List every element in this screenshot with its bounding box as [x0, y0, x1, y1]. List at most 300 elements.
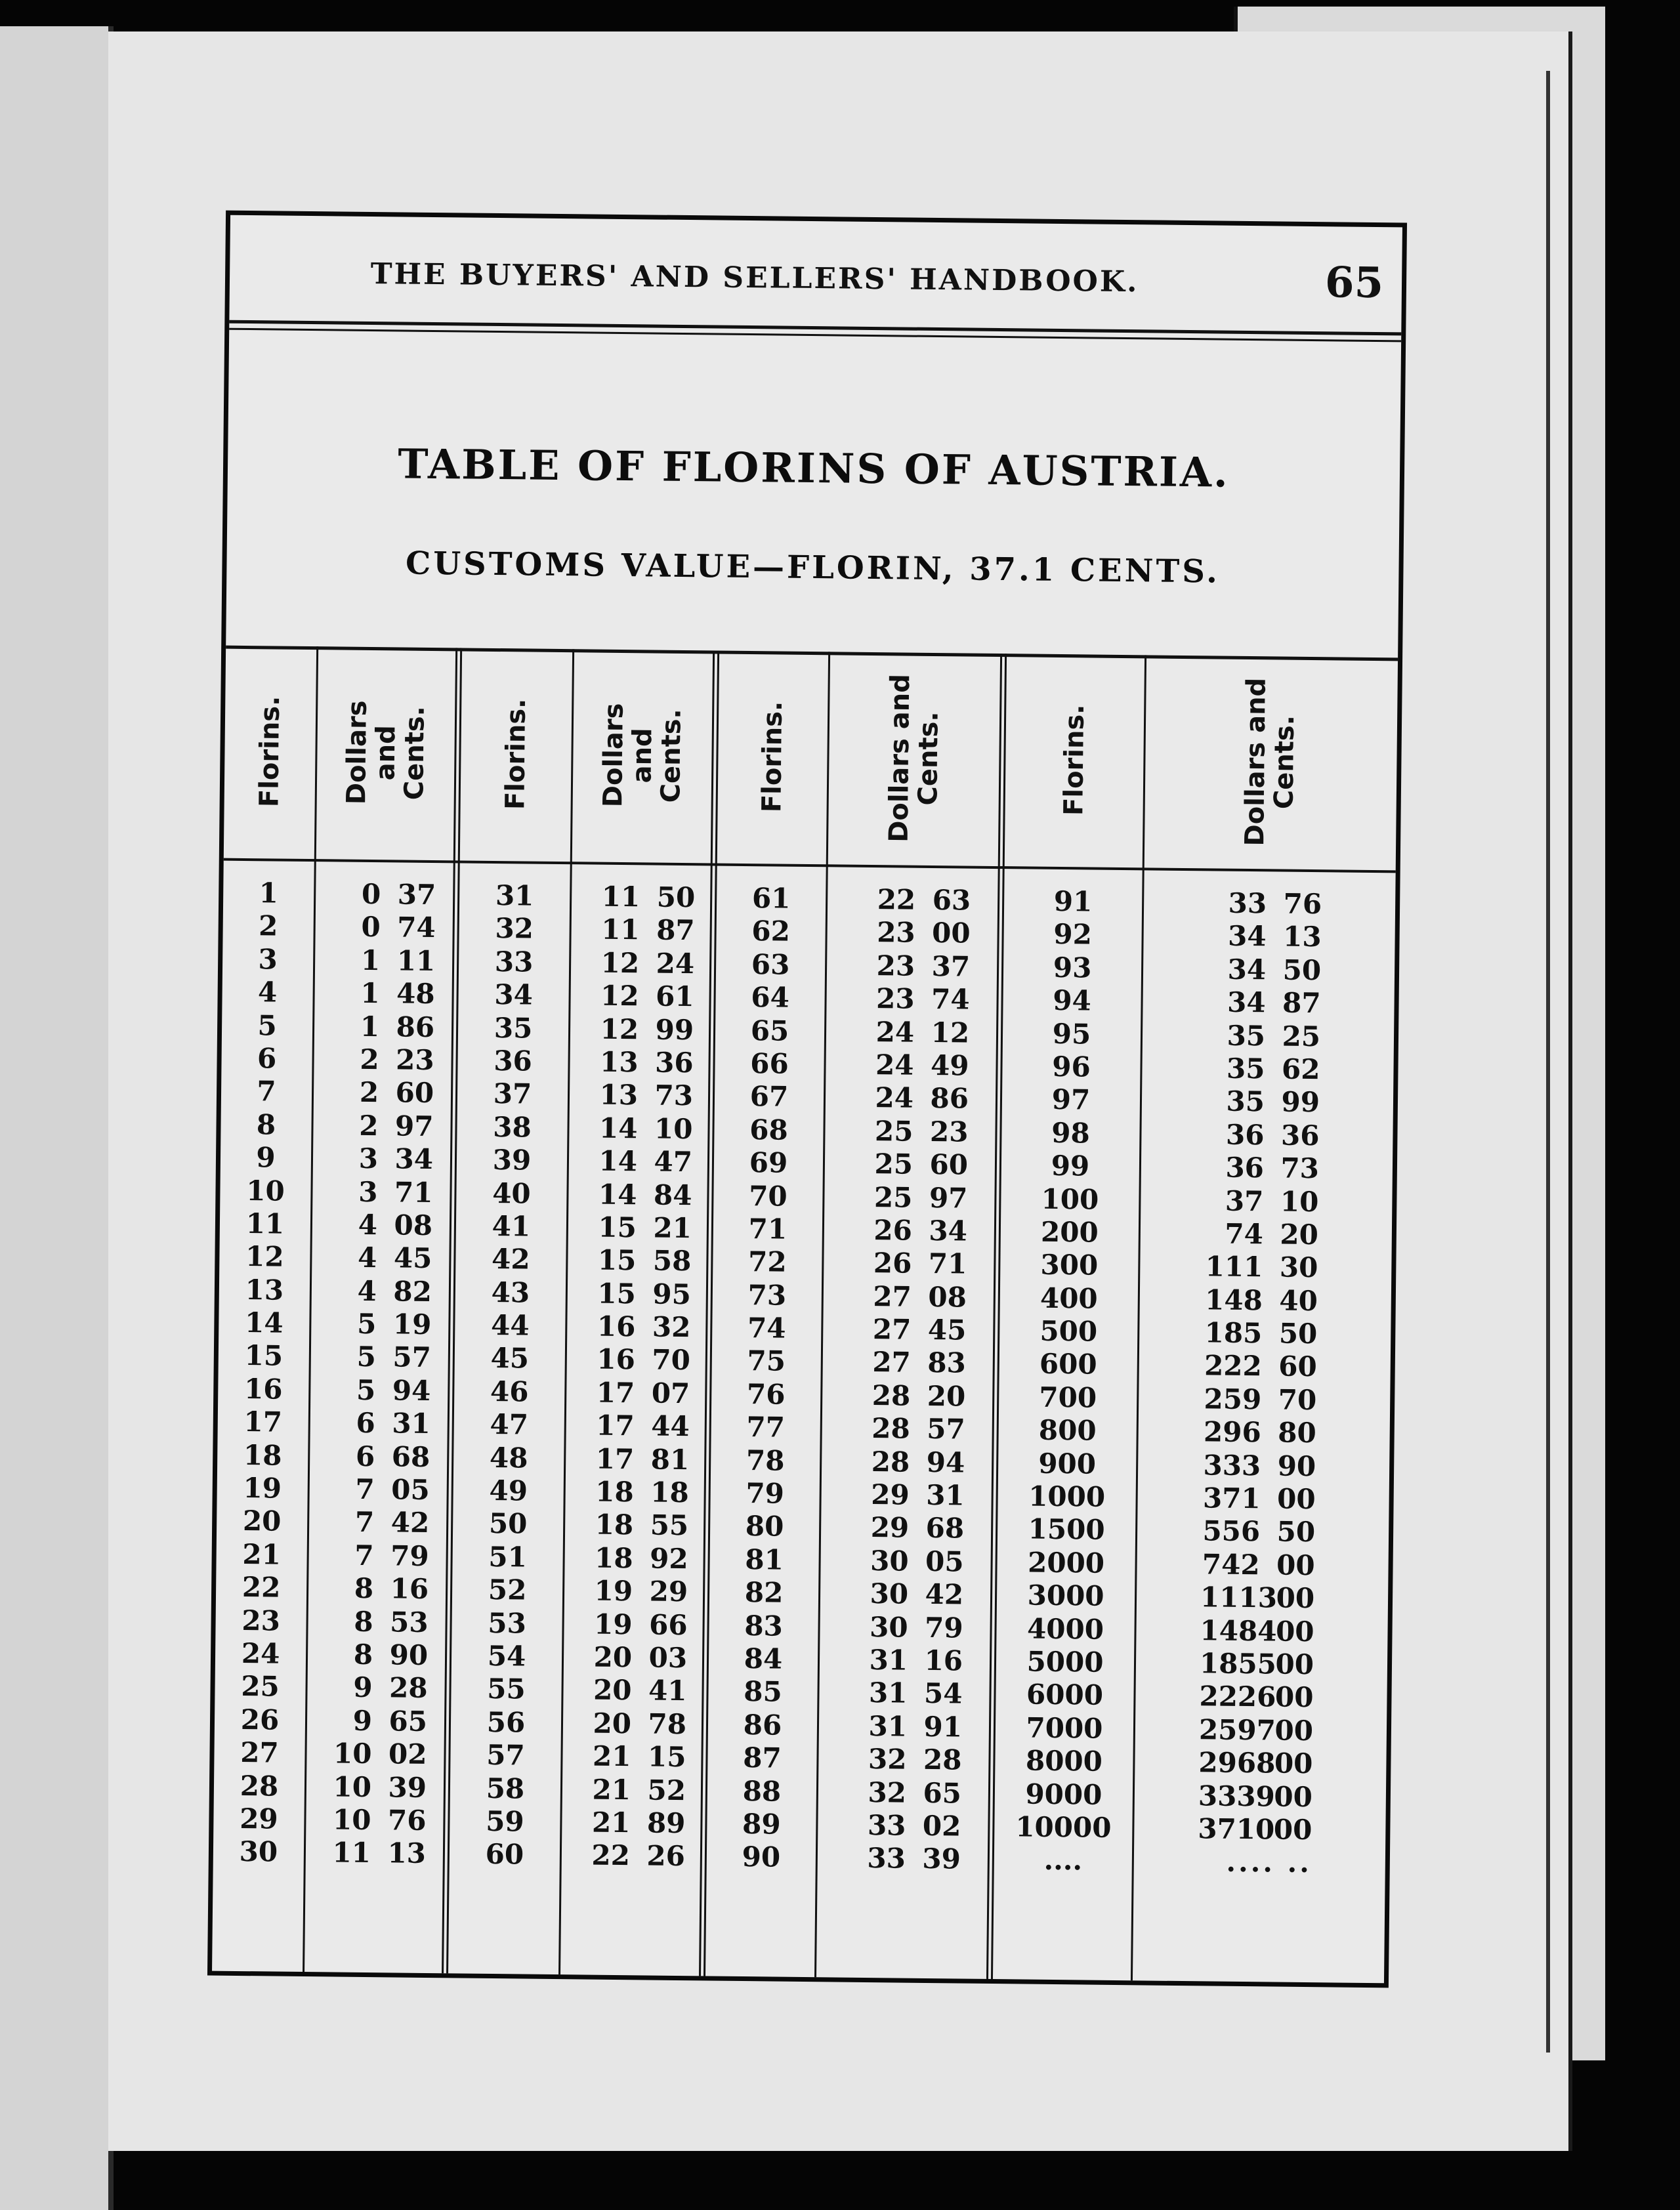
- cents-value: 54: [923, 1677, 963, 1710]
- dollars-value: 23: [876, 916, 915, 949]
- dollars-value: 11: [600, 913, 640, 946]
- cents-value: 82: [393, 1275, 432, 1308]
- florins-cell: 88: [742, 1774, 782, 1808]
- cents-value: 03: [648, 1641, 688, 1675]
- dollars-cents-cell: [573, 1608, 702, 1642]
- dollars-value: 30: [870, 1544, 909, 1577]
- dollars-cents-cell: [1199, 1680, 1328, 1715]
- florins-cell: 7: [257, 1075, 276, 1108]
- cents-value: 78: [648, 1707, 687, 1740]
- florins-cell: 68: [749, 1113, 788, 1146]
- dollars-value: 15: [598, 1211, 637, 1244]
- cents-value: 97: [929, 1181, 968, 1215]
- dollars-cents-cell: [321, 944, 450, 978]
- cents-value: 08: [928, 1280, 967, 1314]
- dollars-cents-cell: [578, 1178, 707, 1212]
- cents-value: 20: [1280, 1218, 1319, 1251]
- cents-value: 95: [652, 1278, 692, 1310]
- dollars-cents-cell: [1207, 953, 1336, 987]
- cents-value: 00: [1276, 1549, 1315, 1581]
- dollars-value: 1113: [1200, 1581, 1278, 1614]
- dollars-cents-cell: [580, 946, 709, 980]
- cents-value: 24: [656, 947, 695, 980]
- florins-cell: 56: [486, 1705, 526, 1739]
- dollars-value: 19: [593, 1608, 633, 1640]
- cents-value: 34: [394, 1142, 434, 1176]
- cents-value: 31: [925, 1478, 965, 1512]
- cents-value: 37: [931, 949, 971, 983]
- dollars-cents-cell: [1205, 1118, 1334, 1152]
- cents-value: 00: [1273, 1813, 1312, 1846]
- dollars-value: 10: [333, 1770, 372, 1803]
- florins-cell: 52: [488, 1574, 527, 1606]
- cents-value: 68: [391, 1440, 430, 1473]
- dollars-column: [312, 877, 451, 1871]
- florins-cell: 84: [744, 1642, 783, 1675]
- dollars-value: 14: [598, 1144, 638, 1178]
- dollars-cents-cell: [1198, 1780, 1328, 1814]
- cents-value: 92: [649, 1542, 688, 1575]
- dollars-cents-cell: [576, 1409, 705, 1444]
- florins-cell: 70: [748, 1179, 788, 1213]
- dollars-cents-cell: [579, 1012, 709, 1047]
- dollars-value: 3339: [1198, 1779, 1276, 1813]
- dollars-value: 7: [354, 1539, 374, 1572]
- dollars-value: 4: [357, 1241, 377, 1274]
- florins-cell: 26: [240, 1703, 280, 1736]
- florins-cell: 3: [258, 943, 278, 976]
- florins-cell: 6000: [1026, 1678, 1104, 1712]
- dollars-value: 2968: [1198, 1746, 1276, 1780]
- florins-trailer: ....: [1043, 1844, 1083, 1877]
- florins-cell: 72: [747, 1245, 787, 1278]
- florins-cell: 2000: [1027, 1546, 1105, 1579]
- dollars-cents-cell: [581, 880, 710, 914]
- dollars-value: 13: [599, 1079, 639, 1112]
- cents-value: 53: [389, 1605, 429, 1638]
- florins-cell: 600: [1039, 1348, 1097, 1381]
- dollars-cents-cell: [312, 1770, 442, 1804]
- cents-value: 57: [927, 1413, 965, 1446]
- dollars-value: 17: [596, 1409, 635, 1442]
- dollars-cents-cell: [318, 1208, 448, 1242]
- cents-value: 76: [387, 1804, 427, 1837]
- dollars-value: 26: [873, 1247, 912, 1280]
- dollars-value: 2226: [1199, 1680, 1276, 1713]
- dollars-cents-cell: [574, 1509, 704, 1543]
- dollars-value: 296: [1203, 1415, 1261, 1449]
- cents-value: 26: [646, 1839, 686, 1873]
- cents-value: 02: [388, 1738, 427, 1771]
- dollars-value: 2: [359, 1109, 379, 1142]
- florins-cell: 11: [245, 1207, 285, 1240]
- dollars-cents-cell: [852, 1313, 981, 1347]
- dollars-cents-cell: [572, 1740, 701, 1774]
- cents-value: 90: [389, 1638, 429, 1671]
- cents-value: 40: [1279, 1284, 1318, 1317]
- dollars-cents-cell: [318, 1175, 448, 1209]
- dollars-value: 11: [601, 880, 640, 913]
- dollars-cents-cell: [850, 1511, 979, 1545]
- dollars-trailer-dots: .... ..: [1226, 1846, 1312, 1879]
- dollars-value: 222: [1204, 1349, 1263, 1383]
- cents-value: 74: [931, 983, 970, 1016]
- dollars-value: 2: [360, 1043, 379, 1076]
- dollars-value: 371: [1202, 1482, 1261, 1515]
- florins-cell: 71: [748, 1212, 788, 1245]
- cents-value: 48: [396, 977, 435, 1011]
- dollars-value: 742: [1202, 1548, 1260, 1581]
- florins-cell: 1: [259, 877, 279, 909]
- cents-value: 16: [390, 1572, 429, 1606]
- dollars-value: 333: [1203, 1448, 1261, 1482]
- dollars-value: 31: [868, 1677, 908, 1710]
- cents-value: 65: [388, 1705, 428, 1738]
- dollars-cents-cell: [1204, 1251, 1333, 1285]
- cents-value: 81: [650, 1443, 690, 1476]
- cents-value: 42: [390, 1506, 430, 1539]
- florins-cell: 97: [1051, 1083, 1091, 1116]
- florins-cell: 39: [492, 1144, 532, 1177]
- dollars-value: 13: [599, 1045, 639, 1079]
- florins-cell: 700: [1039, 1381, 1097, 1414]
- dollars-value: 148: [1204, 1283, 1263, 1316]
- dollars-cents-cell: [854, 1049, 984, 1083]
- florins-cell: 12: [245, 1240, 284, 1273]
- florins-cell: 5: [257, 1009, 277, 1042]
- dollars-value: 12: [600, 1012, 639, 1045]
- dollars-cents-cell: [572, 1674, 702, 1708]
- dollars-cents-cell: [314, 1539, 444, 1573]
- cents-value: 28: [923, 1743, 962, 1776]
- cents-value: 83: [927, 1346, 967, 1380]
- cents-value: 41: [648, 1674, 687, 1707]
- dollars-cents-cell: [319, 1142, 448, 1176]
- florins-cell: 99: [1051, 1150, 1090, 1182]
- column-header-rule: [224, 858, 1396, 873]
- dollars-value: 24: [875, 1049, 914, 1081]
- cents-value: 79: [390, 1539, 429, 1572]
- dollars-cents-cell: [314, 1638, 443, 1672]
- dollars-value: 34: [1227, 986, 1266, 1019]
- cents-value: 89: [646, 1806, 686, 1840]
- dollars-cents-cell: [573, 1640, 702, 1675]
- dollars-value: 0: [361, 877, 381, 911]
- florins-cell: 90: [742, 1841, 781, 1873]
- dollars-cents-cell: [318, 1241, 447, 1276]
- florins-cell: 54: [487, 1639, 526, 1673]
- dollars-value: 3710: [1198, 1812, 1275, 1846]
- florins-cell: 31: [495, 879, 534, 912]
- dollars-cents-cell: [847, 1809, 976, 1843]
- florins-cell: 44: [490, 1309, 530, 1342]
- cents-value: 00: [1275, 1648, 1314, 1681]
- cents-value: 13: [387, 1837, 427, 1870]
- dollars-value: 35: [1226, 1052, 1265, 1085]
- dollars-cents-cell: [314, 1572, 444, 1606]
- florins-cell: 4: [257, 976, 278, 1009]
- dollars-cents-cell: [319, 1109, 448, 1143]
- dollars-cents-cell: [1200, 1548, 1330, 1582]
- dollars-value: 6: [356, 1407, 376, 1440]
- cents-value: 34: [929, 1214, 968, 1247]
- florins-cell: 15: [244, 1339, 284, 1373]
- florins-cell: 78: [746, 1444, 785, 1477]
- cents-value: 70: [1278, 1383, 1317, 1417]
- facing-page-edge: [0, 26, 114, 2210]
- dollars-value: 5: [356, 1373, 376, 1406]
- table-title: TABLE OF FLORINS OF AUSTRIA.: [398, 440, 1230, 497]
- cents-value: 61: [655, 980, 694, 1013]
- dollars-value: 5: [356, 1307, 377, 1341]
- dollars-value: 9: [353, 1671, 373, 1704]
- florins-cell: 900: [1038, 1447, 1097, 1480]
- dollars-value: 21: [592, 1773, 631, 1806]
- cents-value: 20: [927, 1379, 966, 1413]
- dollars-value: 27: [872, 1346, 912, 1379]
- dollars-cents-cell: [849, 1610, 978, 1644]
- dollars-value: 23: [875, 982, 915, 1015]
- column-header-dollars: Dollars and Cents.: [341, 700, 430, 805]
- florins-cell: 92: [1053, 918, 1093, 951]
- dollars-value: 18: [594, 1541, 633, 1575]
- dollars-column: [571, 880, 710, 1873]
- dollars-cents-cell: [579, 1045, 708, 1079]
- florins-cell: 60: [485, 1838, 524, 1871]
- dollars-cents-cell: [1201, 1515, 1330, 1549]
- dollars-cents-cell: [314, 1605, 443, 1639]
- cents-value: 99: [655, 1013, 694, 1046]
- dollars-cents-cell: [577, 1277, 706, 1311]
- cents-value: 25: [1282, 1020, 1321, 1053]
- cents-value: 70: [652, 1344, 691, 1377]
- column-header-florins: Florins.: [254, 696, 286, 808]
- dollars-value: 10: [333, 1737, 372, 1770]
- florins-cell: 41: [492, 1209, 531, 1243]
- dollars-value: 20: [593, 1674, 632, 1707]
- florins-cell: 21: [242, 1537, 282, 1571]
- table-frame: [207, 211, 1407, 1988]
- dollars-cents-cell: [1206, 1052, 1335, 1086]
- florins-cell: 62: [751, 915, 791, 948]
- cents-value: 84: [653, 1178, 692, 1211]
- dollars-value: 556: [1202, 1514, 1261, 1548]
- dollars-cents-cell: [847, 1842, 976, 1876]
- dollars-cents-cell: [855, 1015, 984, 1049]
- dollars-value: 17: [595, 1442, 635, 1475]
- florins-cell: 91: [1053, 885, 1093, 918]
- dollars-value: 31: [868, 1709, 908, 1743]
- dollars-cents-cell: [852, 1247, 982, 1281]
- florins-cell: 48: [489, 1441, 528, 1474]
- dollars-cents-cell: [854, 1148, 983, 1182]
- florins-cell: 38: [493, 1110, 532, 1144]
- cents-value: 91: [923, 1710, 963, 1743]
- florins-column: [450, 879, 570, 1871]
- dollars-value: 9: [352, 1704, 373, 1737]
- dollars-cents-cell: [320, 976, 450, 1011]
- florins-cell: 33: [494, 945, 534, 978]
- florins-cell: 8000: [1025, 1744, 1103, 1778]
- cents-value: 87: [656, 913, 695, 947]
- cents-value: 60: [1278, 1350, 1318, 1383]
- cents-value: 39: [922, 1843, 961, 1875]
- dollars-value: 37: [1225, 1184, 1264, 1217]
- dollars-value: 31: [869, 1644, 908, 1677]
- dollars-cents-cell: [580, 913, 709, 948]
- cents-value: 50: [1276, 1515, 1316, 1549]
- florins-cell: 500: [1040, 1314, 1098, 1348]
- cents-value: 45: [927, 1314, 967, 1346]
- cents-value: 10: [1280, 1185, 1319, 1218]
- florins-cell: 65: [750, 1014, 789, 1047]
- florins-cell: 49: [489, 1474, 528, 1507]
- dollars-cents-cell: [1198, 1812, 1327, 1846]
- dollars-cents-cell: [856, 916, 985, 950]
- florins-cell: 57: [486, 1739, 525, 1772]
- column-header-dollars: Dollars and Cents.: [883, 673, 944, 843]
- dollars-column: [1198, 886, 1337, 1880]
- dollars-cents-cell: [1207, 920, 1336, 954]
- florins-column: [213, 877, 314, 1869]
- dollars-cents-cell: [1206, 986, 1335, 1020]
- dollars-value: 12: [600, 979, 639, 1012]
- dollars-value: 21: [591, 1806, 631, 1839]
- dollars-value: 28: [871, 1445, 910, 1478]
- dollars-value: 8: [354, 1605, 373, 1638]
- dollars-cents-cell: [1201, 1482, 1330, 1516]
- dollars-value: 1: [360, 1010, 380, 1043]
- florins-cell: 27: [240, 1736, 279, 1769]
- cents-value: 73: [1280, 1152, 1320, 1185]
- cents-value: 45: [393, 1241, 432, 1275]
- cents-value: 62: [1281, 1053, 1320, 1086]
- dollars-value: 32: [868, 1776, 907, 1809]
- dollars-cents-cell: [1200, 1647, 1329, 1681]
- cents-value: 36: [654, 1046, 694, 1079]
- dollars-cents-cell: [316, 1373, 446, 1407]
- florins-cell: 85: [744, 1675, 783, 1709]
- cents-value: 49: [930, 1049, 969, 1082]
- dollars-cents-cell: [849, 1577, 978, 1612]
- dollars-value: 33: [867, 1842, 906, 1875]
- florins-cell: 22: [242, 1571, 281, 1604]
- dollars-value: 1: [360, 944, 381, 976]
- dollars-cents-cell: [313, 1671, 442, 1705]
- florins-cell: 51: [488, 1540, 528, 1574]
- florins-cell: 800: [1038, 1413, 1097, 1447]
- cents-value: 32: [652, 1310, 691, 1344]
- dollars-cents-cell: [850, 1478, 979, 1512]
- florins-cell: 61: [751, 882, 791, 915]
- dollars-value: 33: [867, 1808, 906, 1842]
- cents-value: 80: [1278, 1416, 1316, 1449]
- dollars-value: 4: [358, 1208, 378, 1241]
- dollars-value: 23: [876, 949, 915, 982]
- dollars-value: 111: [1205, 1250, 1263, 1283]
- cents-value: 08: [394, 1209, 433, 1241]
- florins-cell: 17: [243, 1406, 283, 1438]
- dollars-trailer: [1198, 1846, 1327, 1880]
- florins-cell: 10000: [1015, 1810, 1112, 1844]
- page-number: 65: [1324, 258, 1384, 308]
- column-header-florins: Florins.: [757, 701, 789, 813]
- dollars-value: 36: [1225, 1118, 1265, 1152]
- dollars-cents-cell: [850, 1412, 980, 1446]
- florins-cell: 69: [749, 1146, 788, 1179]
- cents-value: 52: [647, 1774, 686, 1806]
- dollars-value: 12: [600, 946, 640, 980]
- dollars-value: 34: [1227, 953, 1267, 986]
- florins-cell: 8: [256, 1108, 276, 1141]
- dollars-value: 17: [596, 1376, 635, 1409]
- florins-cell: 1500: [1028, 1512, 1105, 1547]
- dollars-value: 74: [1225, 1217, 1264, 1251]
- cents-value: 66: [648, 1608, 688, 1641]
- dollars-value: 22: [591, 1839, 631, 1872]
- dollars-value: 3: [358, 1142, 379, 1175]
- dollars-cents-cell: [854, 1114, 983, 1148]
- dollars-value: 1: [360, 977, 380, 1010]
- florins-cell: 76: [746, 1377, 786, 1411]
- florins-cell: 5000: [1026, 1645, 1104, 1678]
- dollars-cents-cell: [578, 1112, 707, 1146]
- florins-cell: 30: [239, 1835, 278, 1868]
- dollars-cents-cell: [1206, 1019, 1335, 1053]
- cents-value: 94: [926, 1446, 965, 1479]
- dollars-value: 29: [870, 1511, 910, 1545]
- dollars-cents-cell: [1202, 1449, 1331, 1483]
- florins-cell: 200: [1040, 1215, 1099, 1249]
- cents-value: 86: [930, 1082, 969, 1115]
- dollars-value: 7: [354, 1506, 375, 1539]
- florins-cell: 83: [744, 1609, 784, 1642]
- dollars-cents-cell: [312, 1803, 441, 1837]
- cents-value: 05: [391, 1473, 430, 1507]
- florins-cell: 74: [747, 1312, 786, 1345]
- cents-value: 37: [397, 878, 436, 911]
- dollars-value: 3: [358, 1175, 378, 1208]
- florins-cell: 73: [747, 1278, 787, 1312]
- cents-value: 58: [652, 1244, 692, 1278]
- dollars-value: 16: [597, 1343, 636, 1376]
- florins-cell: 86: [743, 1708, 782, 1741]
- dollars-cents-cell: [576, 1343, 705, 1377]
- florins-cell: 79: [746, 1477, 785, 1510]
- running-title: THE BUYERS' AND SELLERS' HANDBOOK.: [370, 257, 1139, 299]
- dollars-cents-cell: [316, 1440, 445, 1474]
- cents-value: 31: [392, 1407, 431, 1440]
- dollars-value: 22: [877, 883, 916, 916]
- florins-cell: 81: [745, 1543, 784, 1576]
- dollars-cents-cell: [578, 1144, 707, 1178]
- florins-cell: 36: [494, 1044, 533, 1077]
- florins-cell: 37: [493, 1077, 532, 1110]
- dollars-value: 25: [874, 1148, 914, 1180]
- cents-value: 21: [653, 1211, 692, 1245]
- cents-value: 13: [1282, 920, 1322, 953]
- dollars-value: 19: [594, 1574, 633, 1608]
- dollars-cents-cell: [856, 949, 985, 984]
- cents-value: 00: [1274, 1714, 1314, 1747]
- cents-value: 50: [1278, 1317, 1318, 1350]
- dollars-value: 185: [1204, 1316, 1263, 1350]
- florins-cell: 80: [745, 1510, 784, 1543]
- dollars-cents-cell: [572, 1707, 702, 1741]
- florins-cell: 40: [492, 1177, 531, 1210]
- dollars-cents-cell: [315, 1472, 444, 1507]
- dollars-cents-cell: [320, 1076, 449, 1110]
